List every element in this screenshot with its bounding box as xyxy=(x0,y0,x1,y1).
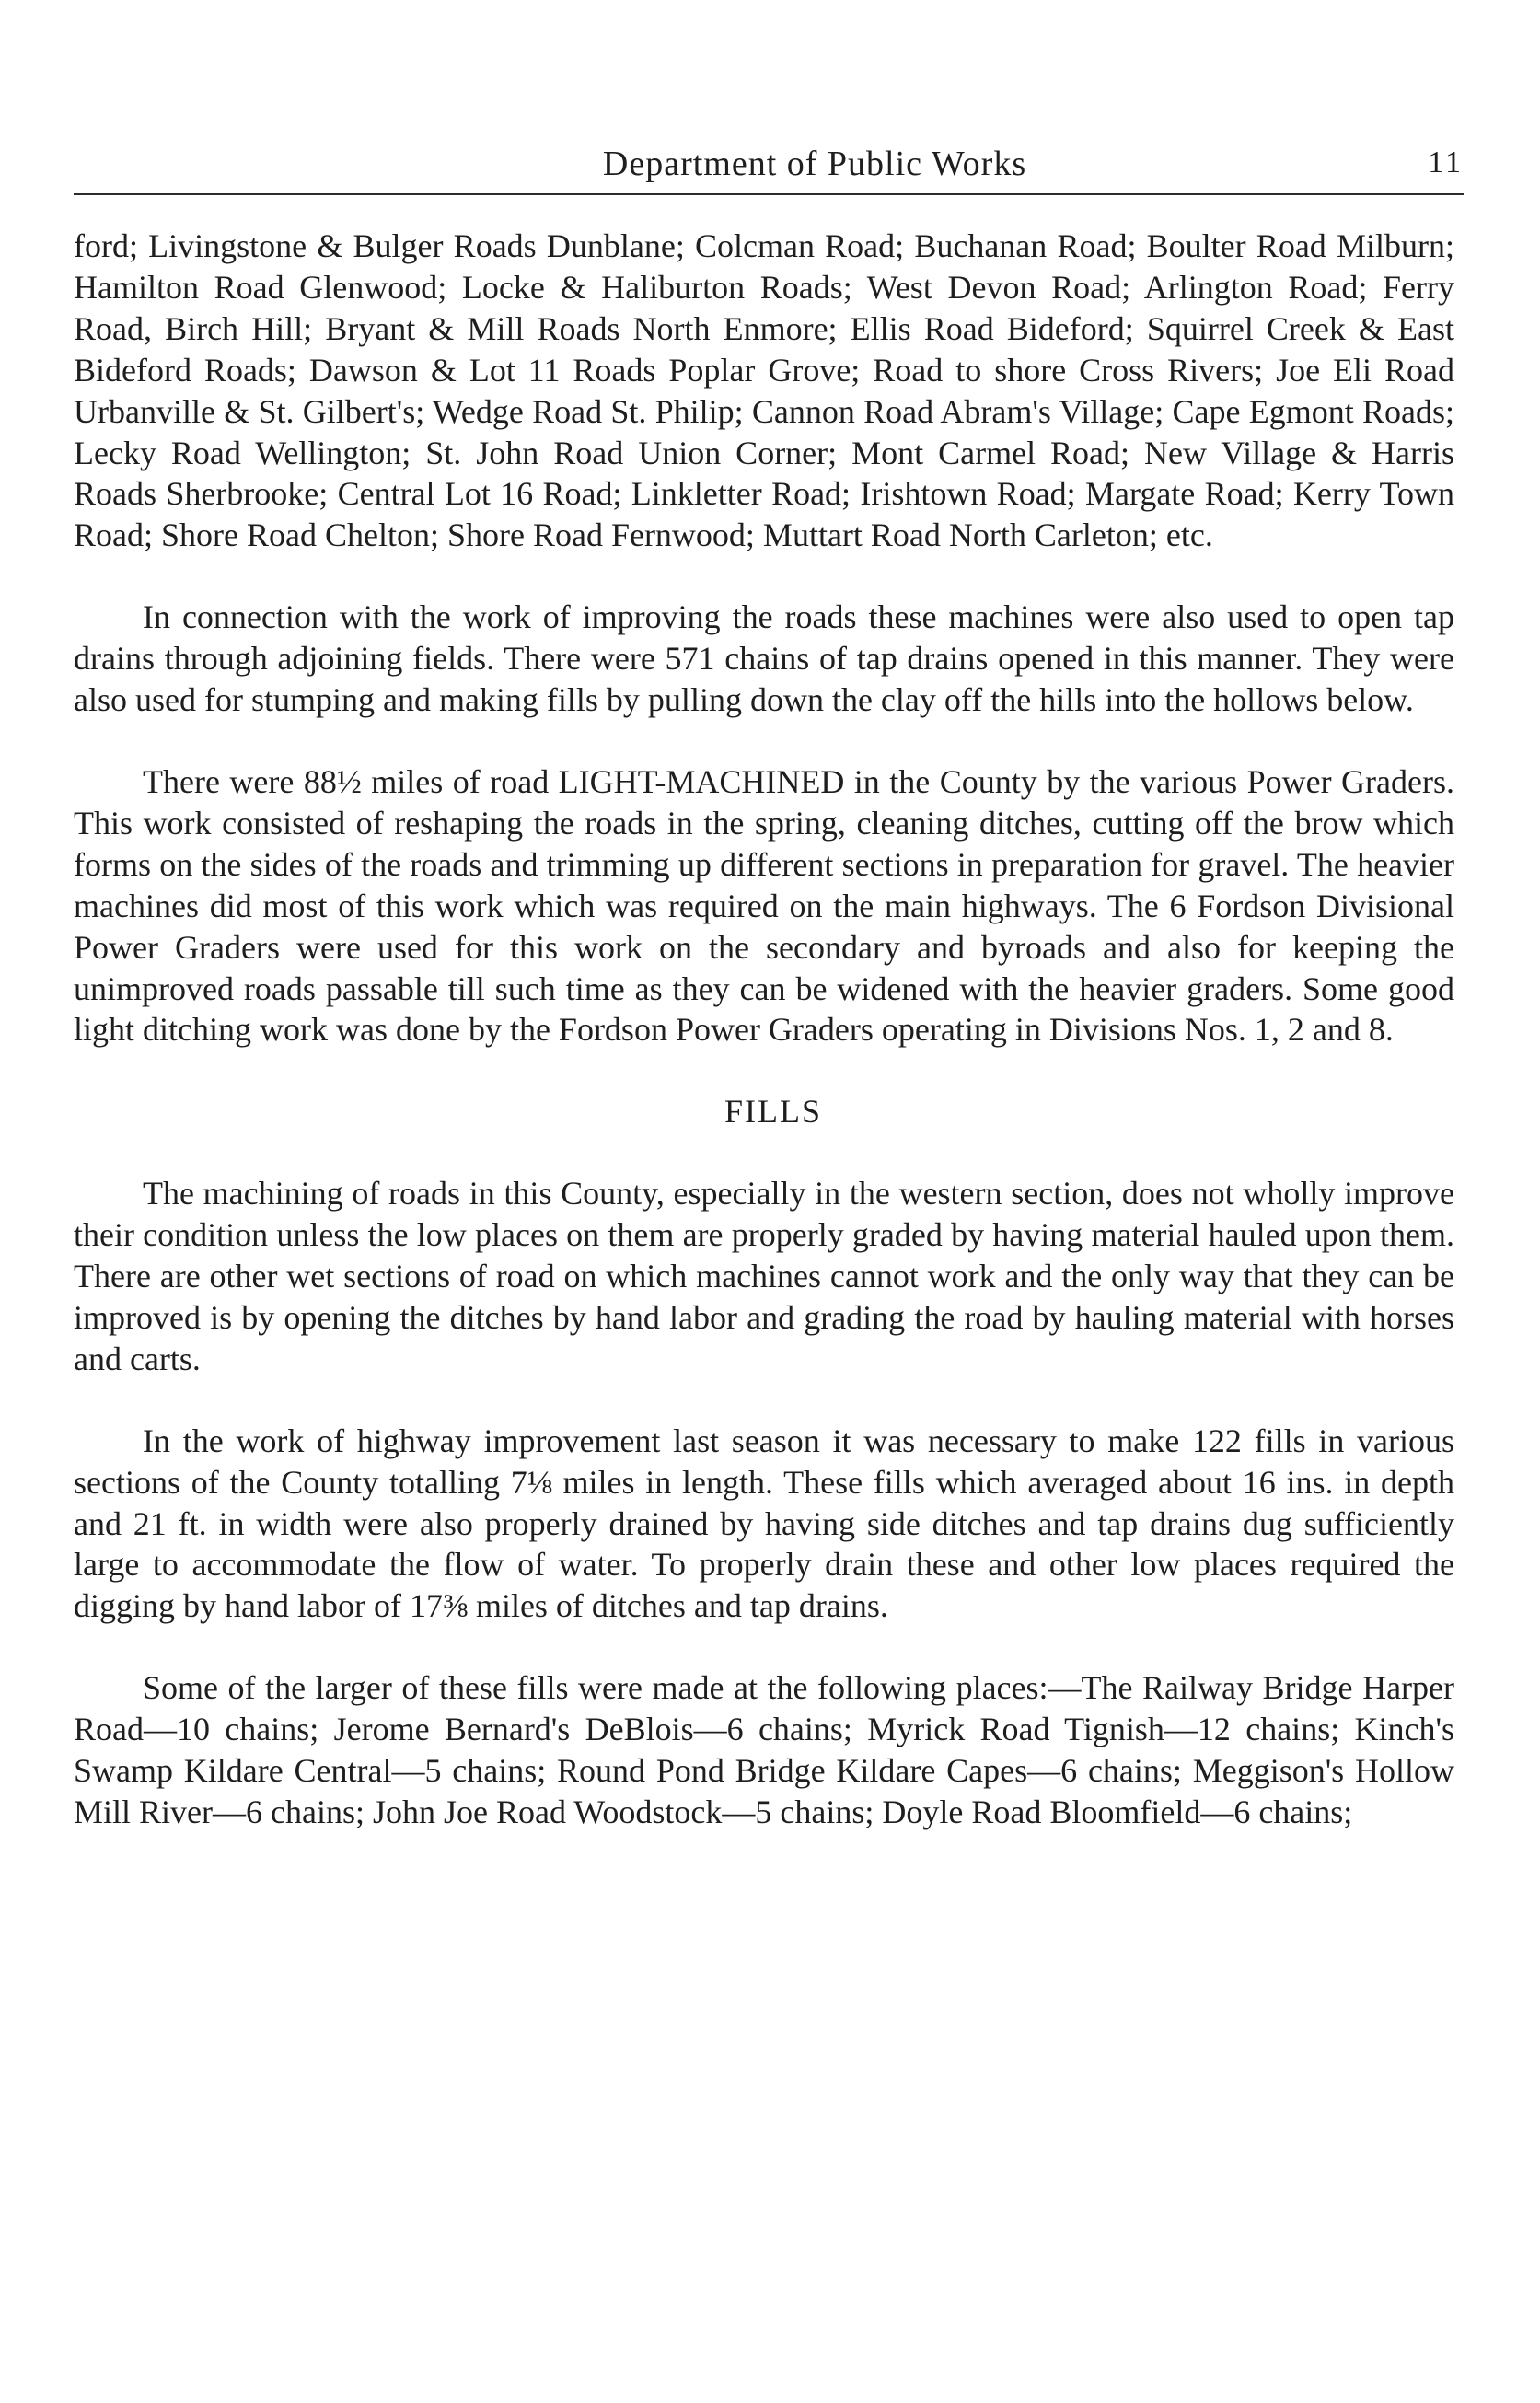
paragraph-machining: The machining of roads in this County, especially in the western section, does not wholly improve their condition unless the low places on them are properly graded by having material hauled upon them. There are other wet sections of road on which machines cannot work and the only way that they can be improved is by opening the ditches by hand labor and grading the road by hauling material with horses and carts. xyxy=(74,1175,1454,1377)
paragraph-fill-locations: Some of the larger of these fills were made at the following places:—The Railway Bridge Harper Road—10 chains; Jerome Bernard's DeBlois—6 chains; Myrick Road Tignish—12 chains; Kinch's Swamp Kildare Central—5 chains; Round Pond Bridge Kildare Capes—6 chains; Meggison's Hollow Mill River—6 chains; John Joe Road Woodstock—5 chains; Doyle Road Bloomfield—6 chains; xyxy=(74,1669,1454,1830)
section-heading-fills: FILLS xyxy=(724,1093,822,1131)
running-title: Department of Public Works xyxy=(602,145,1027,183)
paragraph-road-list: ford; Livingstone & Bulger Roads Dunblane; Colcman Road; Buchanan Road; Boulter Road Milburn; Hamilton Road Glenwood; Locke & Haliburton Roads; West Devon Road; Arlington Road; Ferry Road, Birch Hill; Bryant & Mill Roads North Enmore; Ellis Road Bideford; Squirrel Creek & East Bideford Roads; Dawson & Lot 11 Roads Poplar Grove; Road to shore Cross Rivers; Joe Eli Road Urbanville & St. Gilbert's; Wedge Road St. Philip; Cannon Road Abram's Village; Cape Egmont Roads; Lecky Road Wellington; St. John Road Union Corner; Mont Carmel Road; New Village & Harris Roads Sherbrooke; Central Lot 16 Road; Linkletter Road; Irishtown Road; Margate Road; Kerry Town Road; Shore Road Chelton; Shore Road Fernwood; Muttart Road North Carleton; etc. xyxy=(74,227,1454,554)
paragraph-light-machined: There were 88½ miles of road LIGHT-MACHINED in the County by the various Power Graders. This work consisted of reshaping the roads in the spring, cleaning ditches, cutting off the brow which forms on the sides of the roads and trimming up different sections in preparation for gravel. The heavier machines did most of this work which was required on the main highways. The 6 Fordson Divisional Power Graders were used for this work on the secondary and byroads and also for keeping the unimproved roads passable till such time as they can be widened with the heavier graders. Some good light ditching work was done by the Fordson Power Graders operating in Divisions Nos. 1, 2 and 8. xyxy=(74,762,1454,1049)
page-header xyxy=(74,138,1464,193)
page-number: 11 xyxy=(1428,145,1464,180)
page-body xyxy=(74,226,1454,1833)
paragraph-tap-drains: In connection with the work of improving the roads these machines were also used to open tap drains through adjoining fields. There were 571 chains of tap drains opened in this manner. They were also used for stumping and making fills by pulling down the clay off the hills into the hollows below. xyxy=(74,598,1454,719)
header-rule xyxy=(74,193,1464,195)
paragraph-highway-improvement: In the work of highway improvement last season it was necessary to make 122 fills in various sections of the County totalling 7⅛ miles in length. These fills which averaged about 16 ins. in depth and 21 ft. in width were also properly drained by having side ditches and tap drains dug sufficiently large to accommodate the flow of water. To properly drain these and other low places required the digging by hand labor of 17⅜ miles of ditches and tap drains. xyxy=(74,1422,1454,1625)
